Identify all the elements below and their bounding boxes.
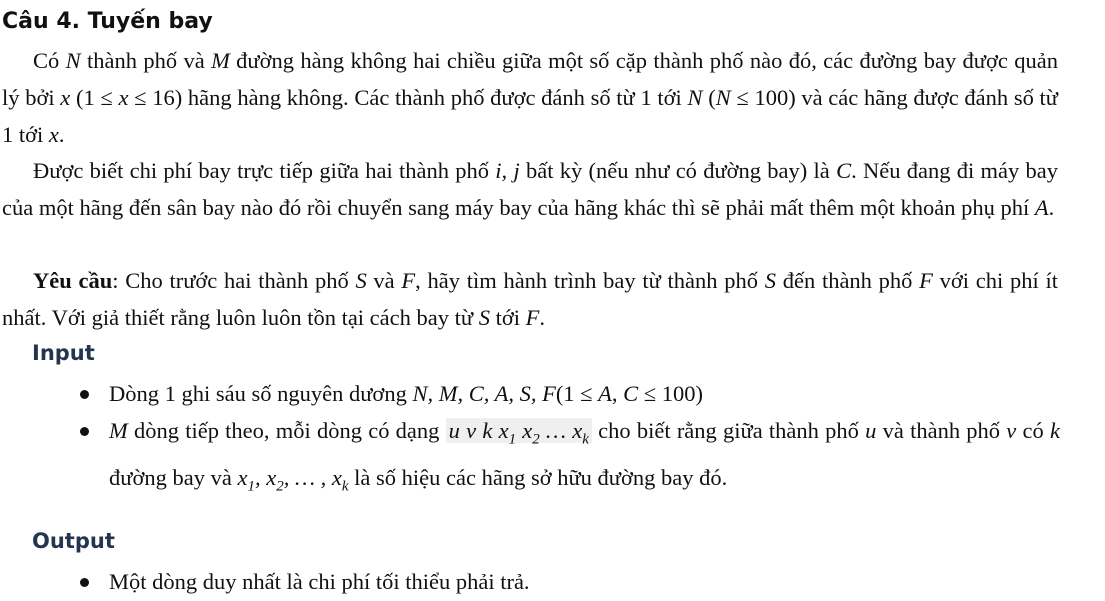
var-S: S — [478, 305, 490, 330]
text: Dòng 1 ghi sáu số nguyên dương — [109, 381, 413, 406]
text: , — [611, 381, 624, 406]
text: đường hàng không hai chiều giữa một số cặp thành phố nào đó, các đường bay được quản lý bởi — [2, 48, 1058, 110]
code-text: x — [516, 418, 533, 443]
var-x: x — [331, 464, 342, 490]
text: . — [58, 122, 65, 147]
text: ( — [702, 85, 716, 110]
text: ≤ 16) hãng hàng không. Các thành phố được đánh số từ 1 tới — [128, 85, 688, 110]
var-F: F — [525, 305, 540, 330]
text: : Cho trước hai thành phố — [112, 268, 356, 293]
text: dòng tiếp theo, mỗi dòng có dạng — [127, 418, 446, 443]
format-code — [446, 418, 592, 448]
bullet-icon — [80, 390, 89, 399]
text: ≤ 100) — [638, 381, 704, 406]
code-text: … x — [539, 418, 583, 443]
subscript: 2 — [276, 478, 284, 494]
text: , — [254, 464, 267, 490]
var-M: M — [109, 418, 128, 443]
var-C: C — [623, 381, 639, 406]
text: đường bay và — [109, 464, 238, 490]
bullet-icon — [80, 427, 89, 436]
text: Có — [33, 48, 66, 73]
var-N: N — [715, 85, 731, 110]
var-N: N — [687, 85, 703, 110]
code-text: u v k x — [448, 418, 509, 443]
text: cho biết rằng giữa thành phố — [591, 418, 866, 443]
paragraph-cost — [2, 152, 1058, 226]
text: có — [1016, 418, 1050, 443]
code-subscript: k — [582, 431, 589, 448]
var-x: x — [118, 85, 129, 110]
text: tới — [489, 305, 526, 330]
var-list: N, M, C, A, S, F — [412, 381, 556, 406]
input-section-title: Input — [32, 341, 95, 365]
list-item — [0, 563, 1060, 600]
code-subscript: 1 — [508, 431, 517, 448]
var-v: v — [1006, 418, 1017, 443]
output-list — [0, 563, 1060, 600]
text: Một dòng duy nhất là chi phí tối thiểu phải trả. — [109, 569, 530, 594]
text: đến thành phố — [776, 268, 920, 293]
problem-heading: Câu 4. Tuyến bay — [2, 9, 213, 34]
subscript: k — [341, 478, 349, 494]
text: ≤ 100) và các hãng được đánh số từ 1 tới — [2, 85, 1058, 147]
var-A: A — [598, 381, 612, 406]
text: . Nếu đang đi máy bay của một hãng đến sân bay nào đó rồi chuyển sang máy bay của hãng khác thì sẽ phải mất thêm một khoản phụ phí — [2, 158, 1058, 220]
var-k: k — [1049, 418, 1060, 443]
text: Được biết chi phí bay trực tiếp giữa hai thành phố — [33, 158, 496, 183]
var-S: S — [764, 268, 776, 293]
text: (1 ≤ — [555, 381, 599, 406]
var-u: u — [865, 418, 877, 443]
var-x: x — [237, 464, 248, 490]
var-x: x — [48, 122, 59, 147]
text: với chi phí ít nhất. Với giả thiết rằng luôn luôn tồn tại cách bay từ — [2, 268, 1058, 330]
var-A: A — [1034, 195, 1049, 220]
text: và thành phố — [876, 418, 1007, 443]
list-item — [0, 375, 1060, 412]
output-section-title: Output — [32, 529, 115, 553]
var-S: S — [355, 268, 367, 293]
code-subscript: 2 — [532, 431, 540, 448]
text: (1 ≤ — [70, 85, 119, 110]
var-F: F — [401, 268, 416, 293]
subscript: 1 — [247, 478, 255, 494]
var-x: x — [60, 85, 71, 110]
text: bất kỳ (nếu như có đường bay) là — [519, 158, 837, 183]
var-N: N — [65, 48, 81, 73]
var-M: M — [211, 48, 230, 73]
input-list — [0, 375, 1060, 505]
text: thành phố và — [80, 48, 212, 73]
var-C: C — [836, 158, 852, 183]
paragraph-description — [2, 42, 1058, 153]
list-item — [0, 412, 1060, 505]
requirement-label: Yêu cầu — [33, 268, 113, 293]
text: , … , — [283, 464, 332, 490]
text: là số hiệu các hãng sở hữu đường bay đó. — [348, 464, 728, 490]
text: , hãy tìm hành trình bay từ thành phố — [415, 268, 765, 293]
var-ij: i, j — [495, 158, 520, 183]
var-x: x — [266, 464, 277, 490]
text: và — [366, 268, 402, 293]
bullet-icon — [80, 578, 89, 587]
paragraph-requirement — [2, 262, 1058, 336]
text: . — [539, 305, 545, 330]
text: . — [1048, 195, 1055, 220]
var-F: F — [919, 268, 933, 293]
